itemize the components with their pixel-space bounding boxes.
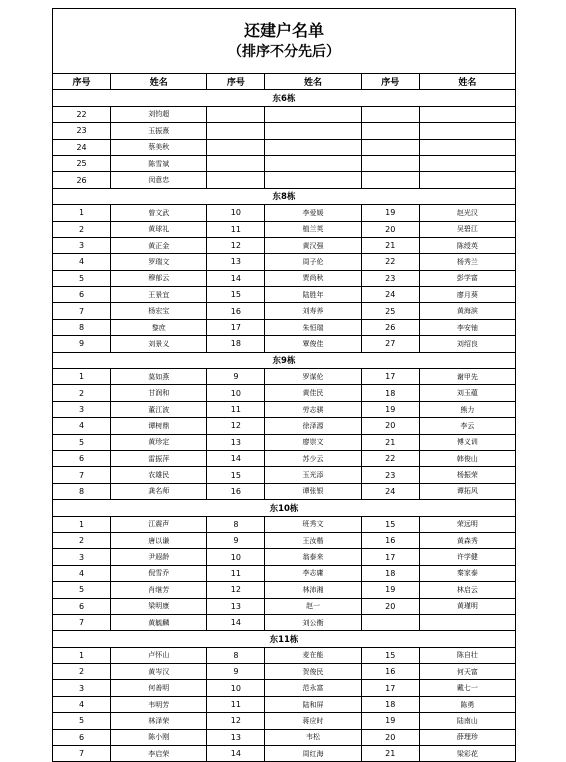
person-name-cell: 肖继芳 <box>111 582 207 598</box>
serial-number-cell: 5 <box>53 434 111 450</box>
serial-number-cell: 1 <box>53 369 111 385</box>
person-name-cell: 周红海 <box>265 746 361 762</box>
person-name-cell: 廖月葵 <box>419 287 515 303</box>
serial-number-cell: 21 <box>361 434 419 450</box>
header-name: 姓名 <box>265 74 361 90</box>
person-name-cell: 曾文武 <box>111 205 207 221</box>
serial-number-cell: 17 <box>361 549 419 565</box>
serial-number-cell: 1 <box>53 205 111 221</box>
serial-number-cell: 5 <box>53 713 111 729</box>
serial-number-cell: 25 <box>53 155 111 171</box>
table-row <box>53 614 516 630</box>
section-title: 东6栋 <box>53 90 516 106</box>
serial-number-cell: 7 <box>53 303 111 319</box>
table-row <box>53 401 516 417</box>
person-name-cell <box>265 139 361 155</box>
person-name-cell: 傅义训 <box>419 434 515 450</box>
person-name-cell: 蒋应时 <box>265 713 361 729</box>
person-name-cell: 何善明 <box>111 680 207 696</box>
serial-number-cell: 9 <box>207 664 265 680</box>
person-name-cell: 徐泽源 <box>265 418 361 434</box>
person-name-cell: 陈雪斌 <box>111 155 207 171</box>
person-name-cell: 黄岑汉 <box>111 664 207 680</box>
serial-number-cell: 2 <box>53 385 111 401</box>
serial-number-cell: 21 <box>361 746 419 762</box>
serial-number-cell: 4 <box>53 696 111 712</box>
serial-number-cell: 22 <box>361 450 419 466</box>
serial-number-cell: 13 <box>207 729 265 745</box>
serial-number-cell <box>361 123 419 139</box>
table-row <box>53 303 516 319</box>
person-name-cell: 梁明康 <box>111 598 207 614</box>
serial-number-cell: 8 <box>53 483 111 499</box>
person-name-cell: 江震声 <box>111 516 207 532</box>
person-name-cell: 卢怀山 <box>111 647 207 663</box>
serial-number-cell: 8 <box>207 516 265 532</box>
serial-number-cell <box>207 123 265 139</box>
person-name-cell: 林沛湘 <box>265 582 361 598</box>
person-name-cell: 倪雪乔 <box>111 565 207 581</box>
person-name-cell: 莫如燕 <box>111 369 207 385</box>
person-name-cell: 刘钧超 <box>111 106 207 122</box>
serial-number-cell <box>361 172 419 188</box>
serial-number-cell: 11 <box>207 221 265 237</box>
person-name-cell: 罗谋伦 <box>265 369 361 385</box>
person-name-cell: 刘绍良 <box>419 336 515 352</box>
person-name-cell <box>265 155 361 171</box>
serial-number-cell: 22 <box>53 106 111 122</box>
person-name-cell: 周子伦 <box>265 254 361 270</box>
person-name-cell <box>419 106 515 122</box>
person-name-cell: 王景宜 <box>111 287 207 303</box>
serial-number-cell: 4 <box>53 418 111 434</box>
person-name-cell: 龚名师 <box>111 483 207 499</box>
table-row <box>53 155 516 171</box>
serial-number-cell: 6 <box>53 729 111 745</box>
serial-number-cell: 22 <box>361 254 419 270</box>
serial-number-cell: 21 <box>361 237 419 253</box>
section-row <box>53 90 516 106</box>
person-name-cell: 戴七一 <box>419 680 515 696</box>
serial-number-cell: 26 <box>361 319 419 335</box>
person-name-cell: 薛理珍 <box>419 729 515 745</box>
table-row <box>53 483 516 499</box>
serial-number-cell: 3 <box>53 549 111 565</box>
serial-number-cell: 20 <box>361 598 419 614</box>
header-name: 姓名 <box>419 74 515 90</box>
serial-number-cell: 3 <box>53 237 111 253</box>
person-name-cell: 谭拓风 <box>419 483 515 499</box>
person-name-cell: 甘润和 <box>111 385 207 401</box>
serial-number-cell: 4 <box>53 254 111 270</box>
serial-number-cell: 3 <box>53 401 111 417</box>
title-block <box>52 8 516 73</box>
person-name-cell: 陈绶英 <box>419 237 515 253</box>
table-row <box>53 696 516 712</box>
serial-number-cell: 7 <box>53 467 111 483</box>
serial-number-cell <box>361 139 419 155</box>
person-name-cell: 杨振荣 <box>419 467 515 483</box>
person-name-cell <box>419 139 515 155</box>
person-name-cell: 黄球礼 <box>111 221 207 237</box>
header-number: 序号 <box>361 74 419 90</box>
person-name-cell: 贺俊民 <box>265 664 361 680</box>
serial-number-cell: 20 <box>361 221 419 237</box>
person-name-cell: 廖崇文 <box>265 434 361 450</box>
serial-number-cell: 18 <box>361 385 419 401</box>
section-title: 东11栋 <box>53 631 516 647</box>
serial-number-cell <box>361 614 419 630</box>
serial-number-cell: 14 <box>207 450 265 466</box>
serial-number-cell: 4 <box>53 565 111 581</box>
table-row <box>53 647 516 663</box>
table-row <box>53 582 516 598</box>
person-name-cell: 翁泰来 <box>265 549 361 565</box>
serial-number-cell: 12 <box>207 237 265 253</box>
person-name-cell: 谭张银 <box>265 483 361 499</box>
person-name-cell <box>419 614 515 630</box>
person-name-cell: 秦家泰 <box>419 565 515 581</box>
person-name-cell <box>419 155 515 171</box>
person-name-cell: 李启荣 <box>111 746 207 762</box>
serial-number-cell: 18 <box>361 565 419 581</box>
serial-number-cell: 9 <box>53 336 111 352</box>
serial-number-cell: 6 <box>53 598 111 614</box>
table-row <box>53 172 516 188</box>
table-row <box>53 729 516 745</box>
header-row <box>53 74 516 90</box>
person-name-cell: 梁彩花 <box>419 746 515 762</box>
person-name-cell: 赵光汉 <box>419 205 515 221</box>
person-name-cell: 范永富 <box>265 680 361 696</box>
serial-number-cell: 6 <box>53 287 111 303</box>
person-name-cell: 植兰英 <box>265 221 361 237</box>
roster-table <box>52 73 516 762</box>
header-number: 序号 <box>207 74 265 90</box>
serial-number-cell: 16 <box>207 483 265 499</box>
table-row <box>53 270 516 286</box>
serial-number-cell: 19 <box>361 205 419 221</box>
serial-number-cell: 20 <box>361 729 419 745</box>
table-row <box>53 287 516 303</box>
person-name-cell <box>265 123 361 139</box>
serial-number-cell: 11 <box>207 696 265 712</box>
table-row <box>53 713 516 729</box>
serial-number-cell: 7 <box>53 614 111 630</box>
table-row <box>53 680 516 696</box>
person-name-cell: 朱恒瑞 <box>265 319 361 335</box>
person-name-cell: 刘玉蕴 <box>419 385 515 401</box>
roster-body <box>53 90 516 762</box>
serial-number-cell: 7 <box>53 746 111 762</box>
section-title: 东10栋 <box>53 500 516 516</box>
table-row <box>53 450 516 466</box>
serial-number-cell: 2 <box>53 221 111 237</box>
serial-number-cell: 9 <box>207 369 265 385</box>
table-row <box>53 532 516 548</box>
serial-number-cell: 12 <box>207 582 265 598</box>
table-row <box>53 123 516 139</box>
serial-number-cell: 24 <box>53 139 111 155</box>
person-name-cell: 陈小刚 <box>111 729 207 745</box>
person-name-cell: 农雄民 <box>111 467 207 483</box>
serial-number-cell: 27 <box>361 336 419 352</box>
table-row <box>53 336 516 352</box>
person-name-cell: 贾尚秋 <box>265 270 361 286</box>
serial-number-cell: 23 <box>53 123 111 139</box>
person-name-cell: 雷振萍 <box>111 450 207 466</box>
person-name-cell: 谢甲先 <box>419 369 515 385</box>
person-name-cell: 唐以谦 <box>111 532 207 548</box>
person-name-cell: 蔡美秋 <box>111 139 207 155</box>
serial-number-cell: 8 <box>207 647 265 663</box>
person-name-cell <box>265 106 361 122</box>
serial-number-cell: 26 <box>53 172 111 188</box>
table-row <box>53 664 516 680</box>
serial-number-cell: 17 <box>361 680 419 696</box>
person-name-cell: 麦在能 <box>265 647 361 663</box>
person-name-cell: 韦明芳 <box>111 696 207 712</box>
table-row <box>53 746 516 762</box>
person-name-cell: 赵一 <box>265 598 361 614</box>
person-name-cell: 劳志骐 <box>265 401 361 417</box>
table-row <box>53 221 516 237</box>
person-name-cell: 玉振熹 <box>111 123 207 139</box>
serial-number-cell: 9 <box>207 532 265 548</box>
person-name-cell: 黄海滨 <box>419 303 515 319</box>
serial-number-cell: 15 <box>207 467 265 483</box>
serial-number-cell: 18 <box>361 696 419 712</box>
person-name-cell: 苏少云 <box>265 450 361 466</box>
serial-number-cell: 10 <box>207 385 265 401</box>
table-row <box>53 565 516 581</box>
person-name-cell <box>419 123 515 139</box>
page-title: 还建户名单 <box>243 21 324 40</box>
person-name-cell: 罗瑞文 <box>111 254 207 270</box>
person-name-cell: 尹遐龄 <box>111 549 207 565</box>
person-name-cell: 李云 <box>419 418 515 434</box>
serial-number-cell: 24 <box>361 483 419 499</box>
person-name-cell: 黄珍定 <box>111 434 207 450</box>
serial-number-cell: 16 <box>207 303 265 319</box>
serial-number-cell: 10 <box>207 549 265 565</box>
serial-number-cell: 11 <box>207 565 265 581</box>
serial-number-cell: 14 <box>207 614 265 630</box>
serial-number-cell: 8 <box>53 319 111 335</box>
serial-number-cell: 17 <box>207 319 265 335</box>
serial-number-cell: 6 <box>53 450 111 466</box>
table-row <box>53 205 516 221</box>
serial-number-cell <box>207 155 265 171</box>
header-number: 序号 <box>53 74 111 90</box>
table-row <box>53 254 516 270</box>
table-row <box>53 237 516 253</box>
serial-number-cell: 10 <box>207 680 265 696</box>
table-row <box>53 598 516 614</box>
person-name-cell: 熊力 <box>419 401 515 417</box>
serial-number-cell: 5 <box>53 270 111 286</box>
serial-number-cell: 10 <box>207 205 265 221</box>
header-name: 姓名 <box>111 74 207 90</box>
table-row <box>53 418 516 434</box>
serial-number-cell: 12 <box>207 418 265 434</box>
serial-number-cell: 11 <box>207 401 265 417</box>
person-name-cell: 穆郁云 <box>111 270 207 286</box>
serial-number-cell: 20 <box>361 418 419 434</box>
serial-number-cell: 19 <box>361 713 419 729</box>
serial-number-cell: 5 <box>53 582 111 598</box>
page-subtitle: （排序不分先后） <box>228 44 340 60</box>
serial-number-cell <box>361 106 419 122</box>
person-name-cell: 荣远明 <box>419 516 515 532</box>
person-name-cell: 杨秀兰 <box>419 254 515 270</box>
serial-number-cell: 15 <box>207 287 265 303</box>
serial-number-cell: 14 <box>207 270 265 286</box>
person-name-cell: 陈自壮 <box>419 647 515 663</box>
person-name-cell: 李志庸 <box>265 565 361 581</box>
table-row <box>53 319 516 335</box>
section-row <box>53 500 516 516</box>
table-row <box>53 516 516 532</box>
person-name-cell: 林启云 <box>419 582 515 598</box>
person-name-cell: 谭树鼎 <box>111 418 207 434</box>
serial-number-cell: 17 <box>361 369 419 385</box>
serial-number-cell: 25 <box>361 303 419 319</box>
person-name-cell <box>419 172 515 188</box>
serial-number-cell: 16 <box>361 532 419 548</box>
serial-number-cell: 2 <box>53 664 111 680</box>
person-name-cell: 玉光添 <box>265 467 361 483</box>
person-name-cell: 李安铀 <box>419 319 515 335</box>
person-name-cell: 黄佳民 <box>265 385 361 401</box>
serial-number-cell: 3 <box>53 680 111 696</box>
serial-number-cell: 2 <box>53 532 111 548</box>
person-name-cell: 黄瑾明 <box>419 598 515 614</box>
person-name-cell: 王汝楷 <box>265 532 361 548</box>
serial-number-cell: 13 <box>207 254 265 270</box>
person-name-cell: 黄正金 <box>111 237 207 253</box>
person-name-cell: 李爱媛 <box>265 205 361 221</box>
serial-number-cell <box>207 139 265 155</box>
serial-number-cell: 19 <box>361 582 419 598</box>
serial-number-cell: 1 <box>53 647 111 663</box>
section-title: 东9栋 <box>53 352 516 368</box>
table-row <box>53 385 516 401</box>
person-name-cell: 刘寿养 <box>265 303 361 319</box>
serial-number-cell: 15 <box>361 647 419 663</box>
person-name-cell <box>265 172 361 188</box>
table-row <box>53 549 516 565</box>
person-name-cell: 许学健 <box>419 549 515 565</box>
section-row <box>53 188 516 204</box>
table-row <box>53 369 516 385</box>
section-row <box>53 631 516 647</box>
section-title: 东8栋 <box>53 188 516 204</box>
person-name-cell: 黄汉强 <box>265 237 361 253</box>
person-name-cell: 韩俊山 <box>419 450 515 466</box>
serial-number-cell: 1 <box>53 516 111 532</box>
person-name-cell: 黄森秀 <box>419 532 515 548</box>
serial-number-cell: 16 <box>361 664 419 680</box>
person-name-cell: 陈勇 <box>419 696 515 712</box>
table-row <box>53 434 516 450</box>
person-name-cell: 班秀文 <box>265 516 361 532</box>
table-row <box>53 139 516 155</box>
person-name-cell: 陆胜年 <box>265 287 361 303</box>
person-name-cell: 吴碧江 <box>419 221 515 237</box>
roster-sheet <box>52 8 516 762</box>
person-name-cell: 陆和屏 <box>265 696 361 712</box>
serial-number-cell <box>207 106 265 122</box>
person-name-cell: 董江波 <box>111 401 207 417</box>
person-name-cell: 彭学富 <box>419 270 515 286</box>
serial-number-cell: 23 <box>361 270 419 286</box>
section-row <box>53 352 516 368</box>
person-name-cell: 杨宏宝 <box>111 303 207 319</box>
serial-number-cell: 18 <box>207 336 265 352</box>
serial-number-cell <box>207 172 265 188</box>
table-row <box>53 106 516 122</box>
serial-number-cell: 19 <box>361 401 419 417</box>
person-name-cell: 黎庶 <box>111 319 207 335</box>
serial-number-cell: 13 <box>207 598 265 614</box>
person-name-cell: 黄毓麟 <box>111 614 207 630</box>
table-row <box>53 467 516 483</box>
person-name-cell: 何天富 <box>419 664 515 680</box>
serial-number-cell: 23 <box>361 467 419 483</box>
person-name-cell: 韦松 <box>265 729 361 745</box>
person-name-cell: 林泽荣 <box>111 713 207 729</box>
serial-number-cell <box>361 155 419 171</box>
person-name-cell: 陆南山 <box>419 713 515 729</box>
serial-number-cell: 12 <box>207 713 265 729</box>
person-name-cell: 覃俊佳 <box>265 336 361 352</box>
person-name-cell: 闵意忠 <box>111 172 207 188</box>
person-name-cell: 刘公衡 <box>265 614 361 630</box>
person-name-cell: 刘景义 <box>111 336 207 352</box>
serial-number-cell: 24 <box>361 287 419 303</box>
serial-number-cell: 15 <box>361 516 419 532</box>
serial-number-cell: 13 <box>207 434 265 450</box>
serial-number-cell: 14 <box>207 746 265 762</box>
